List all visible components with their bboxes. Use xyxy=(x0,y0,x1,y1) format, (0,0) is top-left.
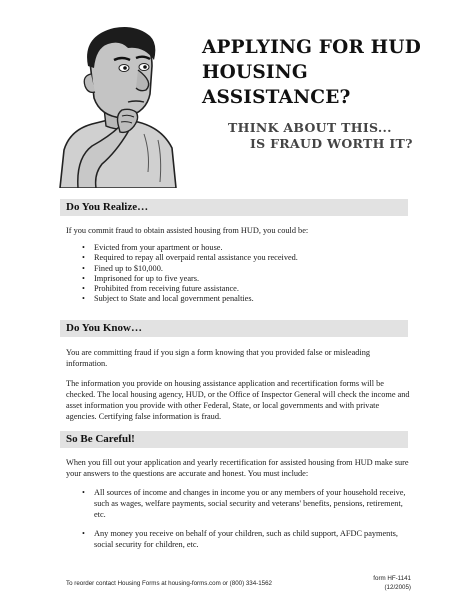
section3-intro: When you fill out your application and yearly recertification for assisted housing from HUD make sure your answers to the questions are accurate and honest. You must include: xyxy=(66,458,409,478)
form-number: form HF-1141 xyxy=(373,575,411,582)
page-title xyxy=(202,35,442,110)
page-subtitle xyxy=(228,120,448,152)
list-item: • Required to repay all overpaid rental assistance you received. xyxy=(82,253,402,263)
section-heading-do-you-know: Do You Know… xyxy=(60,320,408,337)
section1-intro: If you commit fraud to obtain assisted housing from HUD, you could be: xyxy=(66,226,309,235)
reorder-info: To reorder contact Housing Forms at housing-forms.com or (800) 334-1562 xyxy=(66,580,272,587)
list-item: • Subject to State and local government penalties. xyxy=(82,294,402,304)
list-item: • Evicted from your apartment or house. xyxy=(82,243,402,253)
list-item: • Imprisoned for up to five years. xyxy=(82,274,402,284)
thinking-man-illustration xyxy=(58,22,178,188)
title-line-3: ASSISTANCE? xyxy=(202,87,351,108)
form-id xyxy=(373,574,411,592)
subtitle-line-2: IS FRAUD WORTH IT? xyxy=(250,136,413,151)
list-item: • Fined up to $10,000. xyxy=(82,264,402,274)
subtitle-line-1: THINK ABOUT THIS... xyxy=(228,120,392,135)
section2-paragraph-1: You are committing fraud if you sign a form knowing that you provided false or misleading information. xyxy=(66,348,371,368)
list-item: • Prohibited from receiving future assistance. xyxy=(82,284,402,294)
form-date: (12/2005) xyxy=(384,584,411,591)
list-item: • Any money you receive on behalf of your children, such as child support, AFDC payments, social security for children, etc. xyxy=(82,528,412,550)
income-sources-list xyxy=(82,487,412,558)
title-line-2: HOUSING xyxy=(202,62,308,83)
penalties-list xyxy=(82,243,402,305)
thinking-man-icon xyxy=(58,22,178,188)
section2-paragraph-2: The information you provide on housing assistance application and recertification forms will be checked. The local housing agency, HUD, or the Office of Inspector General will check the income and asset information you provide with other Federal, State, or local governments and with private agencies. Certifying false information is fraud. xyxy=(66,379,410,421)
list-item: • All sources of income and changes in income you or any members of your household receive, such as wages, welfare payments, social security and veterans' benefits, pensions, retirement, etc. xyxy=(82,487,412,520)
section-heading-do-you-realize: Do You Realize… xyxy=(60,199,408,216)
title-line-1: APPLYING FOR HUD xyxy=(202,37,421,58)
section-heading-so-be-careful: So Be Careful! xyxy=(60,431,408,448)
